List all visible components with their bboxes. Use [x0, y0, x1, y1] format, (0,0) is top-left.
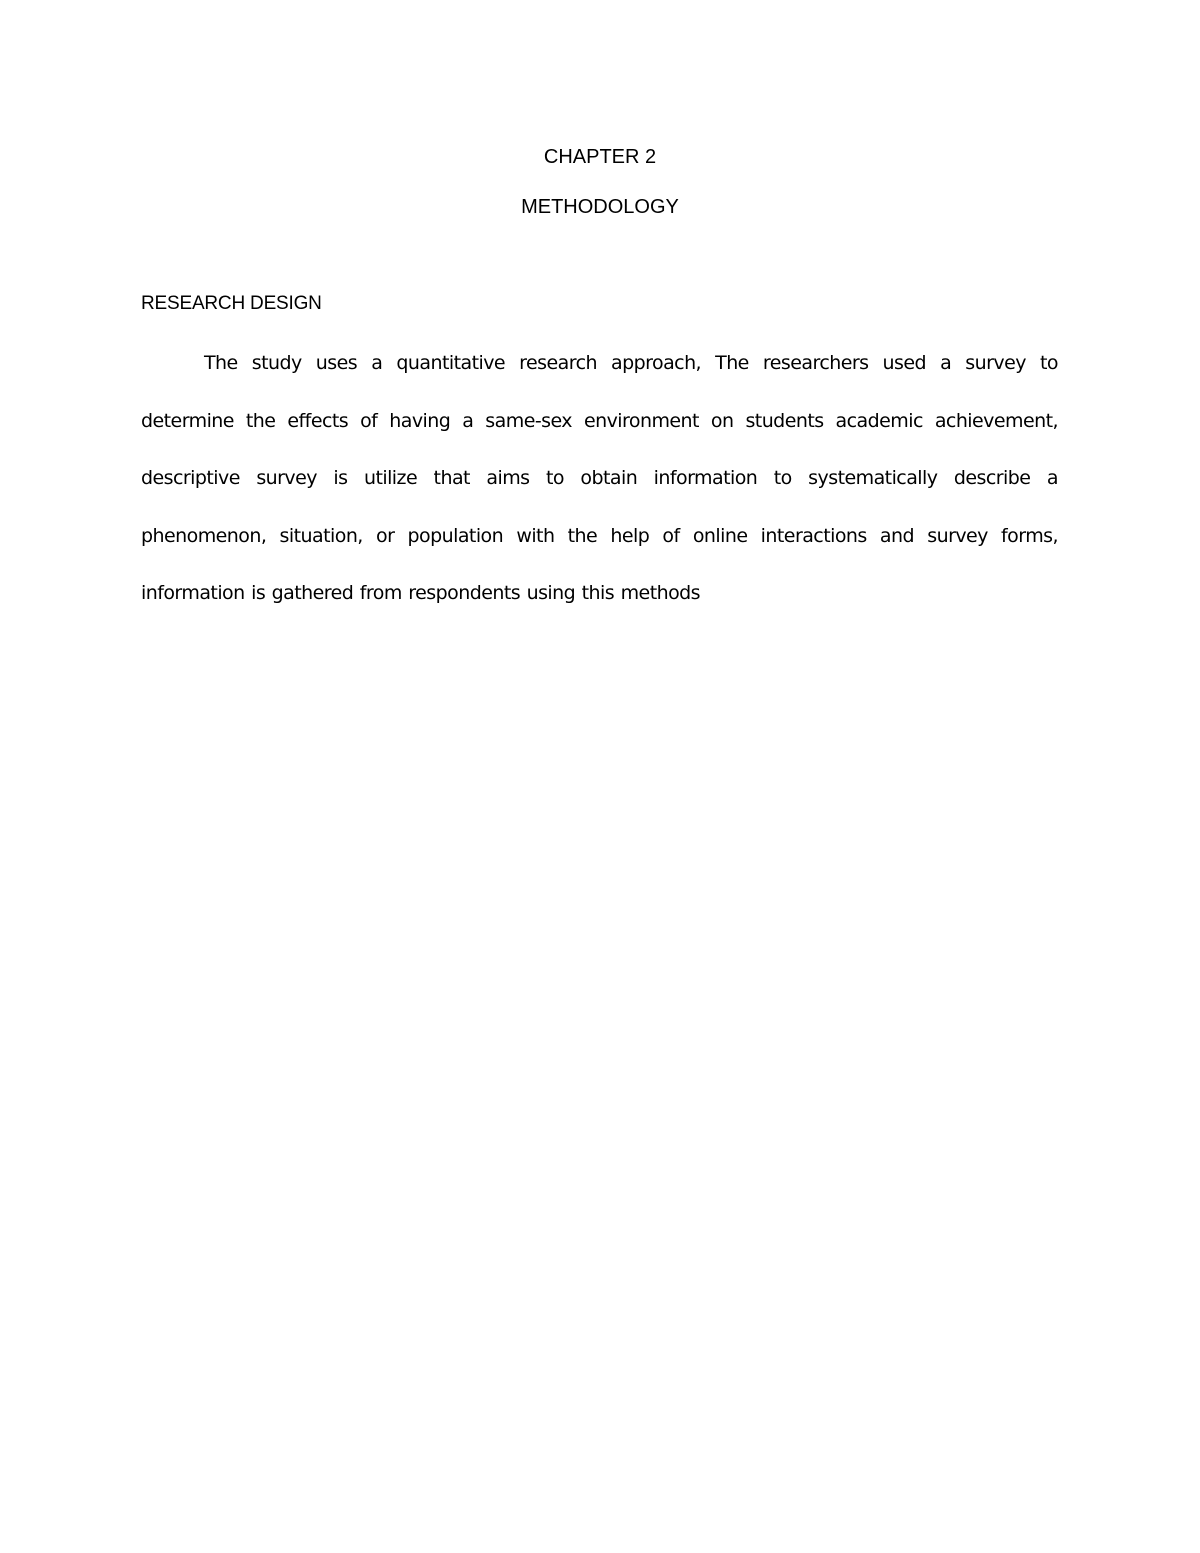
section-heading-research-design: RESEARCH DESIGN [141, 293, 322, 314]
chapter-title: METHODOLOGY [521, 196, 679, 218]
research-design-paragraph: The study uses a quantitative research approach, The researchers used a survey to determine the effects of having a same-sex environment on students academic achievement, descriptive survey is utilize that aims to obtain information to systematically describe a phenomenon, situation, or population with the help of online interactions and survey forms, information is gathered from respondents using this methods [141, 352, 1058, 604]
chapter-number: CHAPTER 2 [543, 146, 657, 168]
